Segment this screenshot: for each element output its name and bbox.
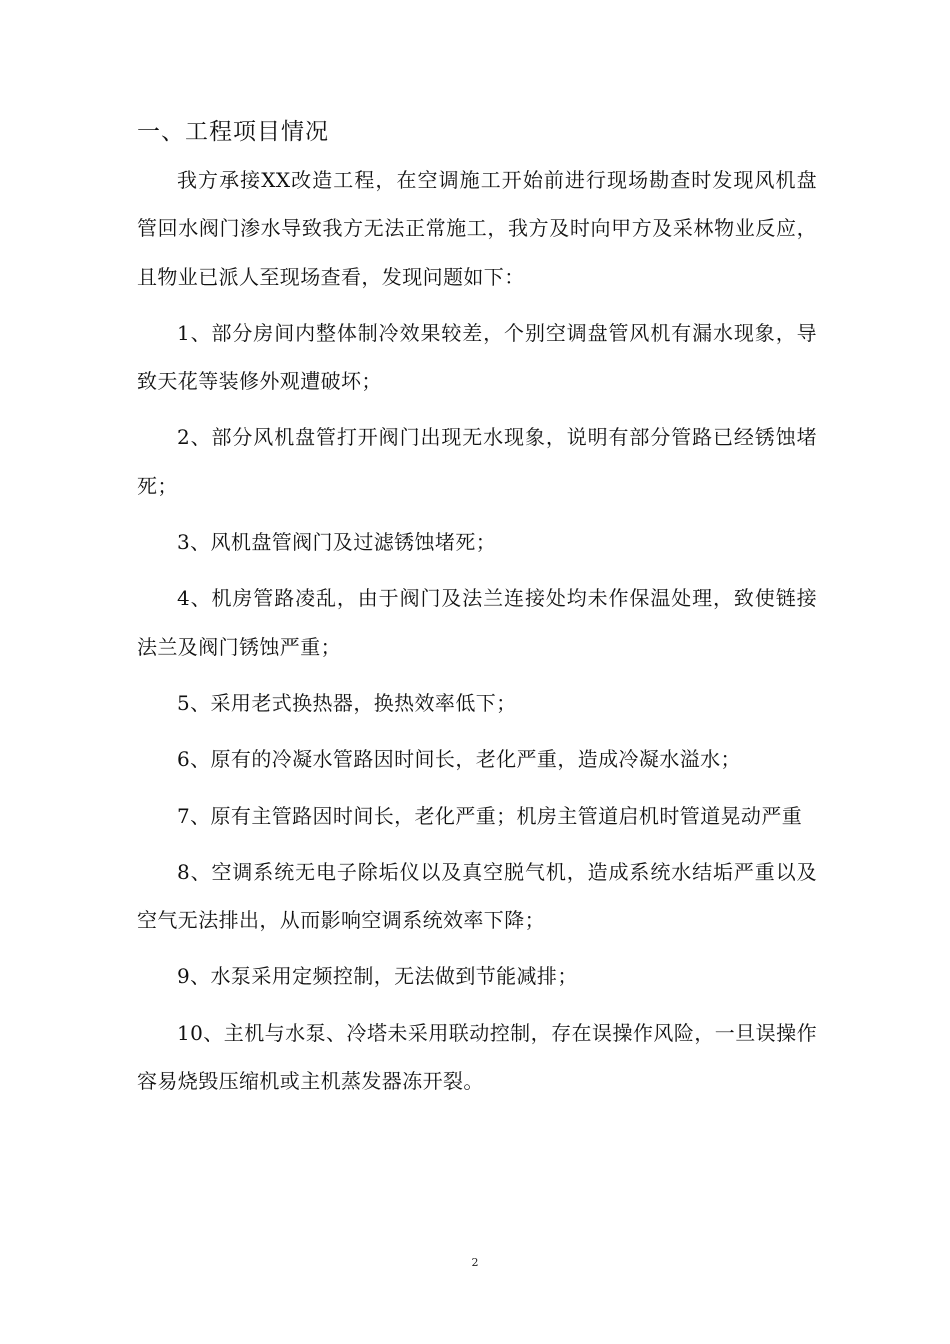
- list-item-1: 1、部分房间内整体制冷效果较差，个别空调盘管风机有漏水现象，导致天花等装修外观遭破坏；: [137, 320, 817, 394]
- page-number: 2: [471, 1256, 479, 1269]
- list-item-8: 8、空调系统无电子除垢仪以及真空脱气机，造成系统水结垢严重以及空气无法排出，从而影响空调系统效率下降；: [137, 859, 817, 933]
- list-item-7: 7、原有主管路因时间长，老化严重；机房主管道启机时管道晃动严重: [177, 803, 803, 828]
- section-heading: 一、工程项目情况: [137, 119, 329, 145]
- list-item-6: 6、原有的冷凝水管路因时间长，老化严重，造成冷凝水溢水；: [177, 747, 741, 772]
- intro-paragraph: 我方承接XX改造工程，在空调施工开始前进行现场勘查时发现风机盘管回水阀门渗水导致我方无法正常施工，我方及时向甲方及采林物业反应，且物业已派人至现场查看，发现问题如下：: [137, 168, 817, 289]
- list-item-9: 9、水泵采用定频控制，无法做到节能减排；: [177, 964, 578, 989]
- list-item-10: 10、主机与水泵、冷塔未采用联动控制，存在误操作风险，一旦误操作容易烧毁压缩机或主机蒸发器冻开裂。: [137, 1020, 817, 1094]
- list-item-2: 2、部分风机盘管打开阀门出现无水现象，说明有部分管路已经锈蚀堵死；: [137, 425, 817, 498]
- list-item-3: 3、风机盘管阀门及过滤锈蚀堵死；: [177, 530, 497, 555]
- body-text: [137, 156, 817, 1105]
- list-item-4: 4、机房管路凌乱，由于阀门及法兰连接处均未作保温处理，致使链接法兰及阀门锈蚀严重；: [137, 586, 817, 659]
- list-item-5: 5、采用老式换热器，换热效率低下；: [177, 690, 517, 715]
